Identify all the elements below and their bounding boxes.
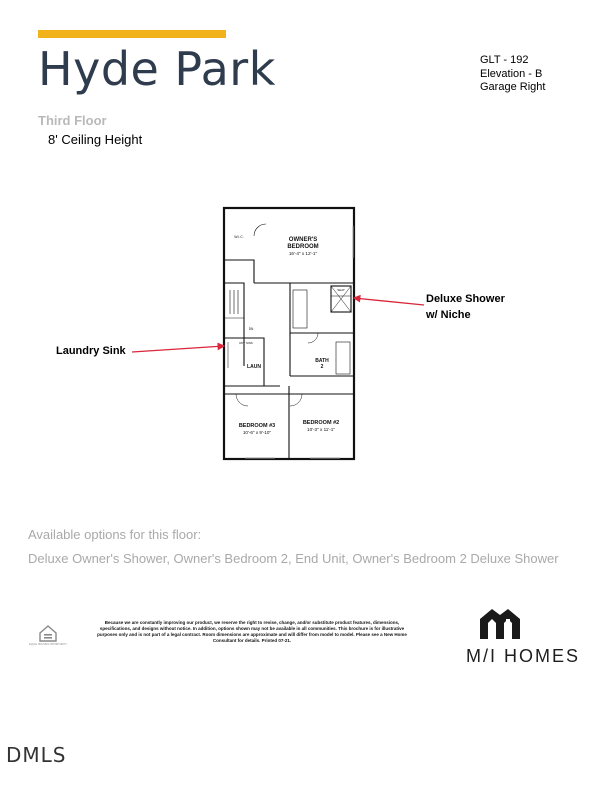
laundry-label: LAUN [247, 364, 261, 370]
dmls-watermark: DMLS [6, 743, 67, 767]
equal-housing-icon [29, 624, 67, 646]
stair-dn-label: DN [248, 327, 254, 331]
options-list: Deluxe Owner's Shower, Owner's Bedroom 2, End Unit, Owner's Bedroom 2 Deluxe Shower [28, 551, 559, 566]
owners-bedroom-dims: 16'-4" x 12'-1" [288, 251, 318, 256]
bedroom3-dims: 10'-6" x 9'-10" [242, 430, 272, 435]
shower-callout-line1: Deluxe Shower [426, 293, 505, 305]
owners-bedroom-name-1: OWNER'S [288, 237, 318, 243]
bedroom3-name: BEDROOM #3 [238, 423, 276, 429]
shower-callout-arrow [354, 298, 424, 305]
bedroom2-name: BEDROOM #2 [302, 420, 340, 426]
model-code: GLT - 192 [480, 54, 529, 66]
ceiling-height: 8' Ceiling Height [48, 132, 143, 147]
sink-callout-arrow [132, 346, 224, 352]
mi-homes-logo-icon [478, 605, 522, 641]
legal-disclaimer: Because we are constantly improving our product, we reserve the right to revise, change, and/or substitute product features, dimensions, specifications, and designs without notice. In addition, options shown may not be available in all communities. This brochure is for illustrative purposes only and is not part of a legal contract. Room dimensions are approximate and will differ from model to model. Please see a New Home Consultant for details. Printed 07-21. [97, 620, 407, 643]
eho-text: EQUAL HOUSING OPPORTUNITY [29, 643, 67, 646]
shower-callout [426, 291, 505, 323]
garage-side: Garage Right [480, 81, 546, 93]
bath2-label-2: 2 [320, 364, 324, 370]
opt-sink-label: OPT SINK [239, 341, 253, 345]
bedroom2-dims: 10'-3" x 11'-1" [307, 427, 335, 432]
owners-bedroom-name-2: BEDROOM [287, 244, 319, 250]
seat-label: SEAT [337, 288, 345, 292]
elevation: Elevation - B [480, 67, 543, 80]
laundry-sink-callout: Laundry Sink [56, 345, 126, 357]
shower-callout-line2: w/ Niche [426, 309, 471, 321]
floor-label: Third Floor [38, 113, 107, 128]
options-heading: Available options for this floor: [28, 527, 202, 542]
bath2-label-1: BATH [315, 358, 329, 364]
builder-name: M/I HOMES [466, 646, 581, 666]
wic-label: W.I.C. [234, 235, 244, 239]
page-title: Hyde Park [38, 42, 276, 96]
